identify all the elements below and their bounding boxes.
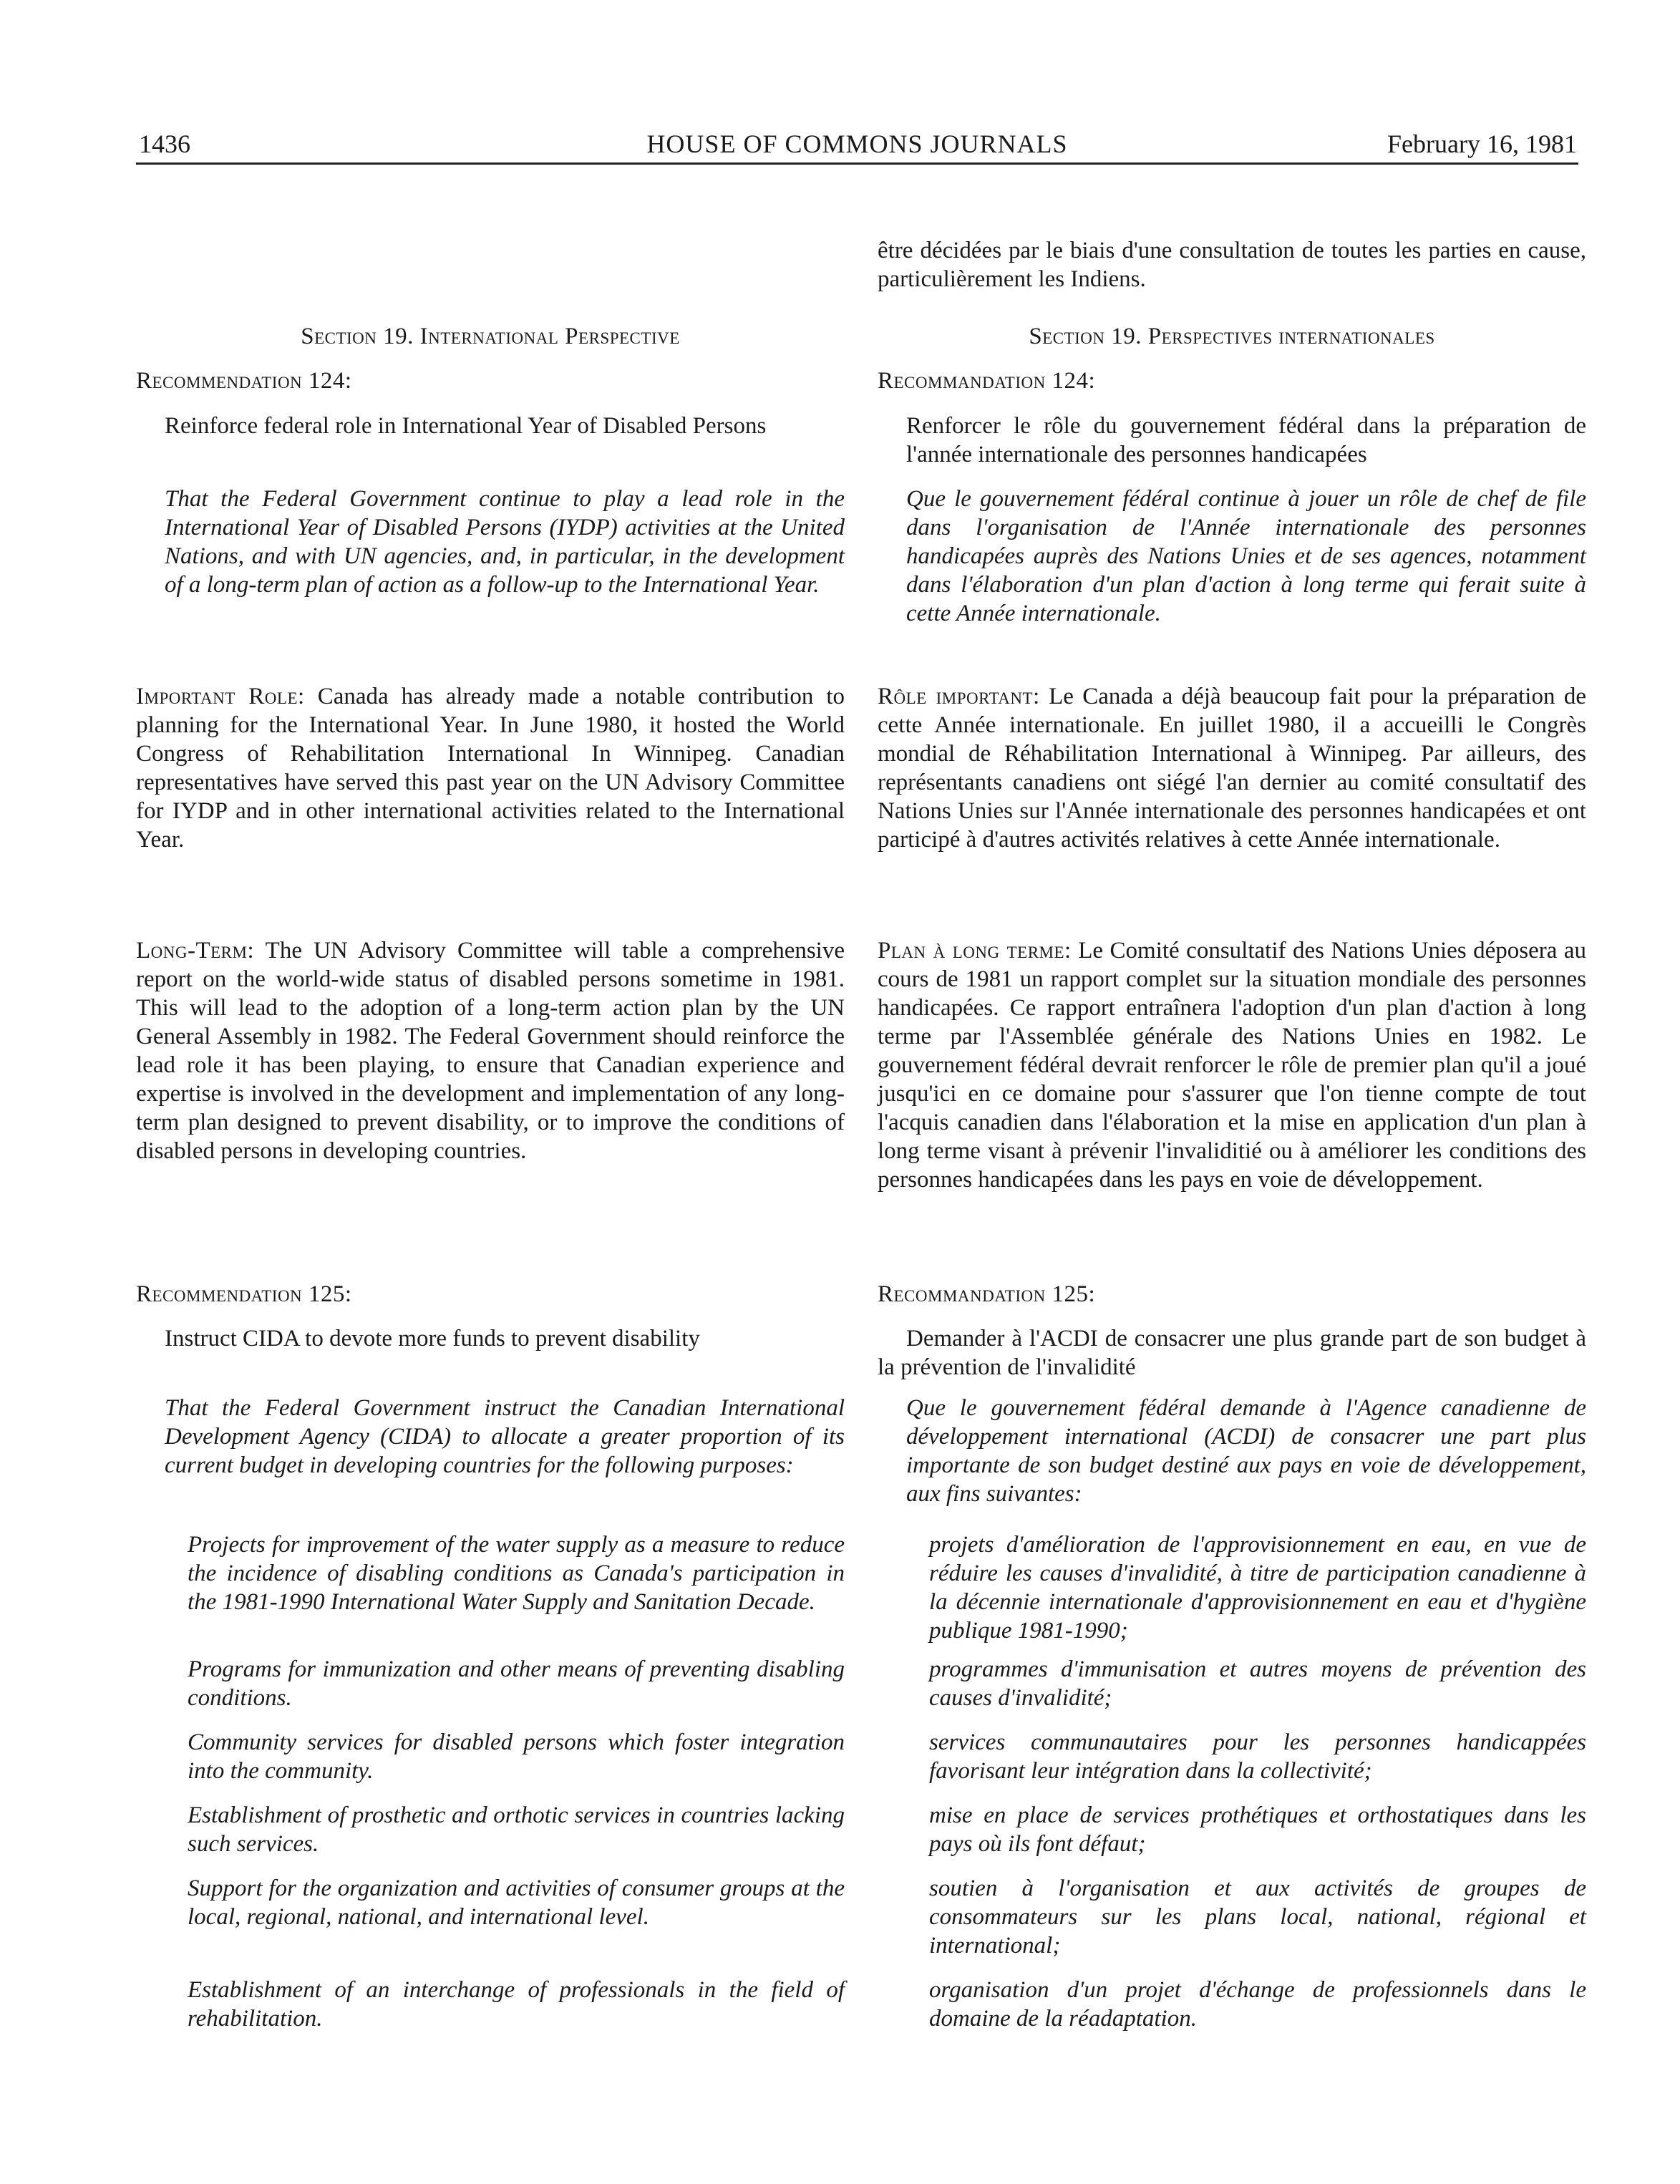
recommendation-125-text: That the Federal Government instruct the Canadian International Development Agency (CIDA) to allocate a greater proportion of its current budget in developing countries for the following purposes:	[165, 1395, 845, 1478]
carryover-paragraph: être décidées par le biais d'une consultation de toutes les parties en cause, particulièrement les Indiens.	[878, 238, 1586, 292]
page-header	[136, 125, 1578, 165]
important-role-label: Rôle important:	[878, 684, 1040, 709]
journal-title: HOUSE OF COMMONS JOURNALS	[646, 130, 1068, 158]
list-item: organisation d'un projet d'échange de professionnels dans le domaine de la réadaptation.	[929, 1977, 1586, 2032]
long-term-paragraph	[136, 936, 845, 1165]
recommendation-125-title: Demander à l'ACDI de consacrer une plus grande part de son budget à la prévention de l'invalidité	[878, 1326, 1586, 1380]
recommendation-124-title: Reinforce federal role in International Year of Disabled Persons	[165, 413, 767, 439]
list-item: Establishment of prosthetic and orthotic services in countries lacking such services.	[188, 1802, 845, 1857]
list-item: Community services for disabled persons which foster integration into the community.	[188, 1729, 845, 1784]
recommendation-124-heading: Recommandation 124:	[878, 368, 1096, 394]
list-item: programmes d'immunisation et autres moyens de prévention des causes d'invalidité;	[929, 1656, 1586, 1711]
important-role-paragraph	[878, 682, 1586, 854]
important-role-text: Le Canada a déjà beaucoup fait pour la préparation de cette Année internationale. En juillet 1980, il a accueilli le Congrès mondial de Réhabilitation International à Winnipeg. Par ailleurs, des représentants canadiens ont siégé l'an dernier au comité consultatif des Nations Unies sur l'Année internationale des personnes handicapées et ont participé à d'autres activités relatives à cette Année internationale.	[878, 684, 1586, 853]
list-item: services communautaires pour les personnes handicappées favorisant leur intégration dans la collectivité;	[929, 1729, 1586, 1784]
header-date: February 16, 1981	[1387, 130, 1577, 158]
recommendation-125-heading: Recommendation 125:	[136, 1281, 352, 1307]
long-term-label: Long-Term:	[136, 938, 255, 964]
list-item: projets d'amélioration de l'approvisionnement en eau, en vue de réduire les causes d'invalidité, à titre de participation canadienne à la décennie internationale d'approvisionnement en eau et d'hygiène publique 1981-1990;	[929, 1532, 1586, 1644]
recommendation-125-heading: Recommandation 125:	[878, 1281, 1096, 1307]
list-item: Establishment of an interchange of professionals in the field of rehabilitation.	[188, 1977, 845, 2032]
list-item: Projects for improvement of the water supply as a measure to reduce the incidence of disabling conditions as Canada's participation in the 1981-1990 International Water Supply and Sanitation Decade.	[188, 1532, 845, 1615]
list-item: soutien à l'organisation et aux activités de groupes de consommateurs sur les plans local, national, régional et international;	[929, 1875, 1586, 1959]
list-item: Support for the organization and activities of consumer groups at the local, regional, national, and international level.	[188, 1875, 845, 1930]
recommendation-124-text: That the Federal Government continue to play a lead role in the International Year of Disabled Persons (IYDP) activities at the United Nations, and with UN agencies, and, in particular, in the development of a long-term plan of action as a follow-up to the International Year.	[165, 486, 845, 598]
page-number: 1436	[139, 130, 190, 158]
list-item: Programs for immunization and other means of preventing disabling conditions.	[188, 1656, 845, 1711]
important-role-text: Canada has already made a notable contribution to planning for the International Year. In June 1980, it hosted the World Congress of Rehabilitation International In Winnipeg. Canadian representatives have served this past year on the UN Advisory Committee for IYDP and in other international activities related to the International Year.	[136, 684, 845, 853]
important-role-paragraph	[136, 682, 845, 854]
long-term-text: The UN Advisory Committee will table a comprehensive report on the world-wide status of disabled persons sometime in 1981. This will lead to the adoption of a long-term action plan by the UN General Assembly in 1982. The Federal Government should reinforce the lead role it has been playing, to ensure that Canadian experience and expertise is involved in the development and implementation of any long-term plan designed to prevent disability, or to improve the conditions of disabled persons in developing countries.	[136, 938, 845, 1164]
long-term-text: Le Comité consultatif des Nations Unies déposera au cours de 1981 un rapport complet sur la situation mondiale des personnes handicapées. Ce rapport entraînera l'adoption d'un plan d'action à long terme par l'Assemblée générale des Nations Unies en 1982. Le gouvernement fédéral devrait renforcer le rôle de premier plan qu'il a joué jusqu'ici en ce domaine pour s'assurer que l'on tienne compte de tout l'acquis canadien dans l'élaboration et la mise en application d'un plan à long terme visant à prévenir l'invaliditié ou à améliorer les conditions des personnes handicapées dans les pays en voie de développement.	[878, 938, 1587, 1193]
recommendation-124-heading: Recommendation 124:	[136, 368, 352, 394]
important-role-label: Important Role:	[136, 684, 305, 709]
list-item: mise en place de services prothétiques et orthostatiques dans les pays où ils font défaut;	[929, 1802, 1586, 1857]
section-heading: Section 19. Perspectives internationales	[1029, 324, 1435, 349]
long-term-paragraph	[878, 936, 1586, 1194]
recommendation-125-text: Que le gouvernement fédéral demande à l'Agence canadienne de développement international (ACDI) de consacrer une part plus importante de son budget destiné aux pays en voie de développement, aux fins suivantes:	[906, 1395, 1586, 1507]
section-heading: Section 19. International Perspective	[301, 324, 680, 349]
recommendation-124-title: Renforcer le rôle du gouvernement fédéral dans la préparation de l'année internationale des personnes handicapées	[906, 413, 1586, 467]
recommendation-124-text: Que le gouvernement fédéral continue à jouer un rôle de chef de file dans l'organisation de l'Année internationale des personnes handicapées auprès des Nations Unies et de ses agences, notamment dans l'élaboration d'un plan d'action à long terme qui ferait suite à cette Année internationale.	[906, 486, 1586, 626]
recommendation-125-title: Instruct CIDA to devote more funds to prevent disability	[165, 1326, 700, 1351]
long-term-label: Plan à long terme:	[878, 938, 1072, 964]
